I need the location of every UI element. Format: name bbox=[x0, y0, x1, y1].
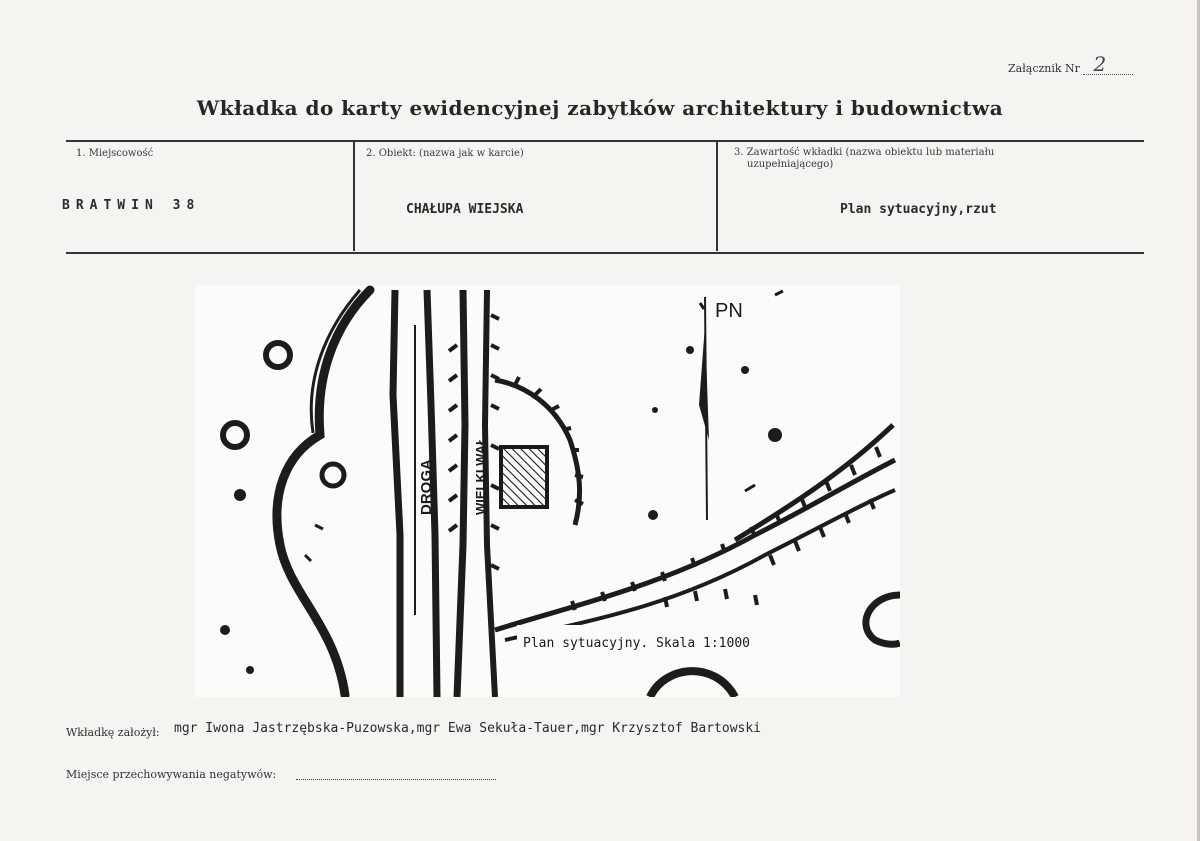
pit-circle-3 bbox=[322, 464, 344, 486]
negatives-field bbox=[296, 779, 496, 780]
diagonal-rampart-2 bbox=[505, 490, 895, 640]
bottom-arc bbox=[650, 671, 735, 697]
blob-3 bbox=[246, 666, 254, 674]
site-plan-map bbox=[195, 285, 900, 697]
road-label: DROGA bbox=[418, 459, 435, 515]
page-title: Wkładka do karty ewidencyjnej zabytków architektury i budownictwa bbox=[196, 96, 1004, 120]
site-plan-drawing bbox=[195, 285, 900, 697]
north-arrow-head bbox=[699, 325, 709, 440]
blob-5 bbox=[768, 428, 782, 442]
object-value: CHAŁUPA WIEJSKA bbox=[406, 202, 524, 217]
column-divider-2 bbox=[716, 141, 718, 251]
diagonal-rampart-1 bbox=[495, 460, 895, 630]
blob-7 bbox=[741, 366, 749, 374]
pit-circle-1 bbox=[266, 343, 290, 367]
negatives-label: Miejsce przechowywania negatywów: bbox=[66, 768, 277, 781]
blob-8 bbox=[652, 407, 658, 413]
blob-2 bbox=[220, 625, 230, 635]
founded-value: mgr Iwona Jastrzębska-Puzowska,mgr Ewa Sekuła-Tauer,mgr Krzysztof Bartowski bbox=[174, 721, 761, 736]
object-label: 2. Obiekt: (nazwa jak w karcie) bbox=[366, 148, 524, 159]
annex-number-value: 2 bbox=[1093, 52, 1107, 76]
contents-label-line1: 3. Zawartość wkładki (nazwa obiektu lub materiału bbox=[734, 147, 995, 158]
contents-label bbox=[734, 147, 994, 171]
right-arc bbox=[866, 595, 900, 644]
column-divider-1 bbox=[353, 141, 355, 251]
contents-value: Plan sytuacyjny,rzut bbox=[840, 202, 997, 217]
founded-label: Wkładkę założył: bbox=[66, 726, 160, 739]
blob-1 bbox=[234, 489, 246, 501]
blob-6 bbox=[648, 510, 658, 520]
building-footprint bbox=[501, 447, 547, 507]
locality-value: BRATWIN 38 bbox=[62, 198, 201, 213]
pit-circle-2 bbox=[223, 423, 247, 447]
blob-4 bbox=[686, 346, 694, 354]
annex-number bbox=[1008, 52, 1133, 76]
road-line-1 bbox=[393, 290, 400, 697]
map-caption: Plan sytuacyjny. Skala 1:1000 bbox=[523, 636, 750, 651]
rampart-label: WIELKI WAŁ bbox=[473, 437, 488, 515]
contents-label-line2: uzupełniającego) bbox=[747, 159, 834, 170]
north-label: PN bbox=[715, 300, 743, 322]
rampart-line-1 bbox=[457, 290, 465, 697]
table-top-rule bbox=[66, 140, 1144, 142]
table-bottom-rule bbox=[66, 252, 1144, 254]
locality-label: 1. Miejscowość bbox=[76, 148, 154, 159]
rampart-teeth-right bbox=[491, 315, 499, 569]
diagonal-rampart-3 bbox=[735, 425, 893, 540]
diagonal-teeth bbox=[572, 447, 880, 610]
annex-number-field bbox=[1083, 52, 1133, 76]
rampart-teeth-left bbox=[449, 345, 457, 531]
tick-marks bbox=[305, 291, 783, 561]
annex-label: Załącznik Nr bbox=[1008, 62, 1080, 75]
